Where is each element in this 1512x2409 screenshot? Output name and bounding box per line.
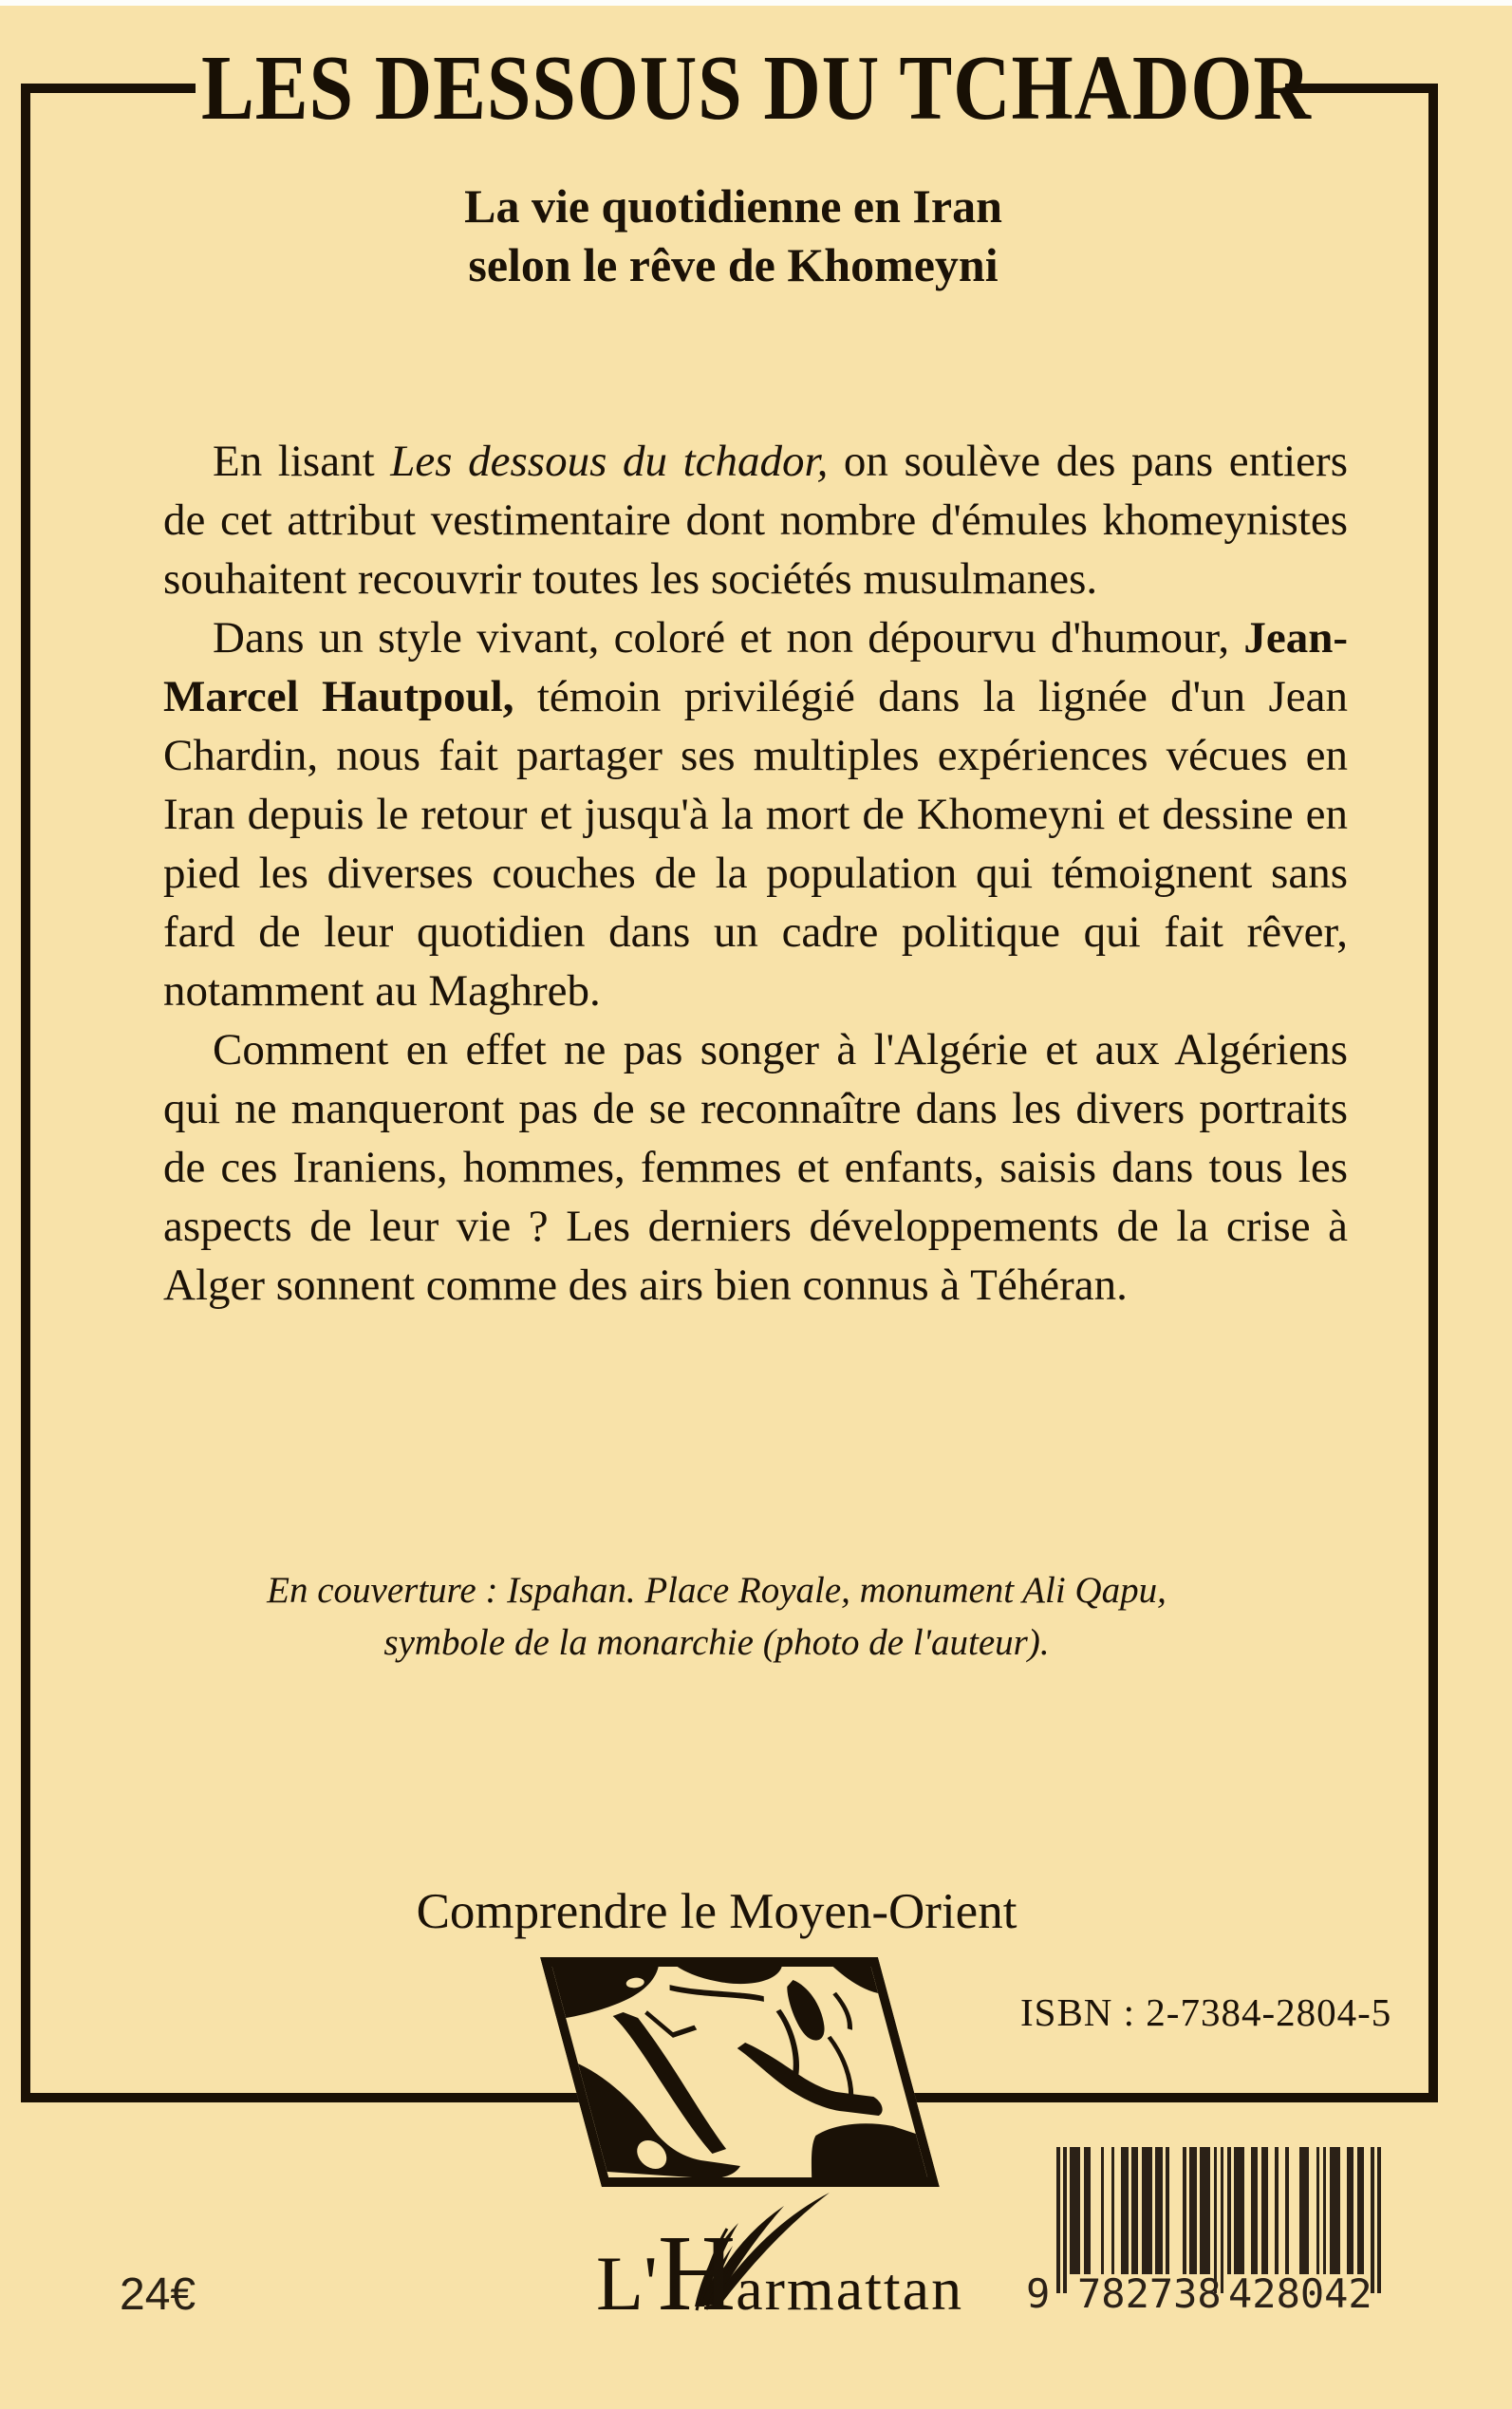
barcode-bar	[1323, 2147, 1327, 2274]
barcode-bar	[1255, 2147, 1259, 2274]
barcode-bar	[1227, 2147, 1231, 2274]
frame-top-left-segment	[21, 84, 196, 93]
publisher-prefix: L'	[596, 2240, 658, 2326]
book-title: LES DESSOUS DU TCHADOR	[201, 37, 1312, 140]
paragraph: Dans un style vivant, coloré et non dépourvu d'humour, Jean-Marcel Hautpoul, témoin privilégié dans la lignée d'un Jean Chardin, nous fait partager ses multiples expériences vécues en Iran depuis le retour et jusqu'à la mort de Khomeyni et dessine en pied les diverses couches de la population qui témoignent sans fard de leur quotidien dans un cadre politique qui fait rêver, notamment au Maghreb.	[163, 613, 1348, 1016]
subtitle-line-2: selon le rêve de Khomeyni	[468, 238, 999, 291]
barcode-bar	[1166, 2147, 1169, 2274]
isbn-text: ISBN : 2-7384-2804-5	[1020, 1990, 1392, 2034]
barcode-bar	[1336, 2147, 1340, 2274]
barcode-bar	[1125, 2147, 1129, 2274]
barcode-bar	[1285, 2147, 1289, 2274]
barcode-bar	[1056, 2147, 1060, 2293]
price-text: 24€	[120, 2269, 196, 2320]
collection-logo	[540, 1957, 940, 2187]
barcode-bar	[1351, 2147, 1354, 2274]
barcode-bar	[1206, 2147, 1210, 2274]
publisher-rest: armattan	[736, 2255, 964, 2323]
publisher-name	[596, 2213, 964, 2333]
barcode-bar	[1360, 2147, 1364, 2274]
collection-title: Comprendre le Moyen-Orient	[416, 1884, 1017, 1939]
publisher-initial: H	[657, 2213, 737, 2333]
barcode-bar	[1148, 2147, 1152, 2274]
barcode-digits-left: 782738	[1077, 2270, 1222, 2317]
caption-line-2: symbole de la monarchie (photo de l'auteur).	[383, 1622, 1050, 1663]
barcode-bar	[1316, 2147, 1320, 2274]
barcode	[1026, 2147, 1381, 2337]
barcode-bar	[1135, 2147, 1139, 2274]
subtitle-line-1: La vie quotidienne en Iran	[464, 179, 1002, 233]
barcode-bar	[1306, 2147, 1310, 2274]
barcode-bar	[1183, 2147, 1186, 2274]
paragraph: Comment en effet ne pas songer à l'Algérie et aux Algériens qui ne manqueront pas de se reconnaître dans les divers portraits de ces Iraniens, hommes, femmes et enfants, saisis dans tous les aspects de leur vie ? Les derniers développements de la crise à Alger sonnent comme des airs bien connus à Téhéran.	[163, 1025, 1348, 1310]
scan-edge-strip	[0, 0, 1512, 6]
barcode-bar	[1265, 2147, 1269, 2274]
barcode-bar	[1077, 2147, 1081, 2274]
caption-line-1: En couverture : Ispahan. Place Royale, monument Ali Qapu,	[267, 1570, 1167, 1611]
cover-photo-caption	[81, 1564, 1353, 1669]
book-subtitle	[81, 177, 1386, 294]
barcode-bar	[1275, 2147, 1279, 2274]
barcode-bar	[1159, 2147, 1163, 2274]
middle-east-map-icon	[540, 1957, 940, 2187]
publisher-logo	[596, 2213, 1004, 2409]
barcode-bar	[1101, 2147, 1105, 2274]
barcode-bar	[1063, 2147, 1067, 2293]
paragraph: En lisant Les dessous du tchador, on soulève des pans entiers de cet attribut vestimentaire dont nombre d'émules khomeynistes souhaitent recouvrir toutes les sociétés musulmanes.	[163, 437, 1348, 604]
barcode-bar	[1193, 2147, 1197, 2274]
barcode-bar	[1377, 2147, 1381, 2293]
barcode-bar	[1087, 2147, 1091, 2274]
barcode-bar	[1241, 2147, 1244, 2274]
barcode-digit-first: 9	[1026, 2270, 1051, 2317]
back-cover-text	[163, 432, 1348, 1315]
barcode-digits-right: 428042	[1228, 2270, 1372, 2317]
barcode-bar	[1111, 2147, 1115, 2274]
